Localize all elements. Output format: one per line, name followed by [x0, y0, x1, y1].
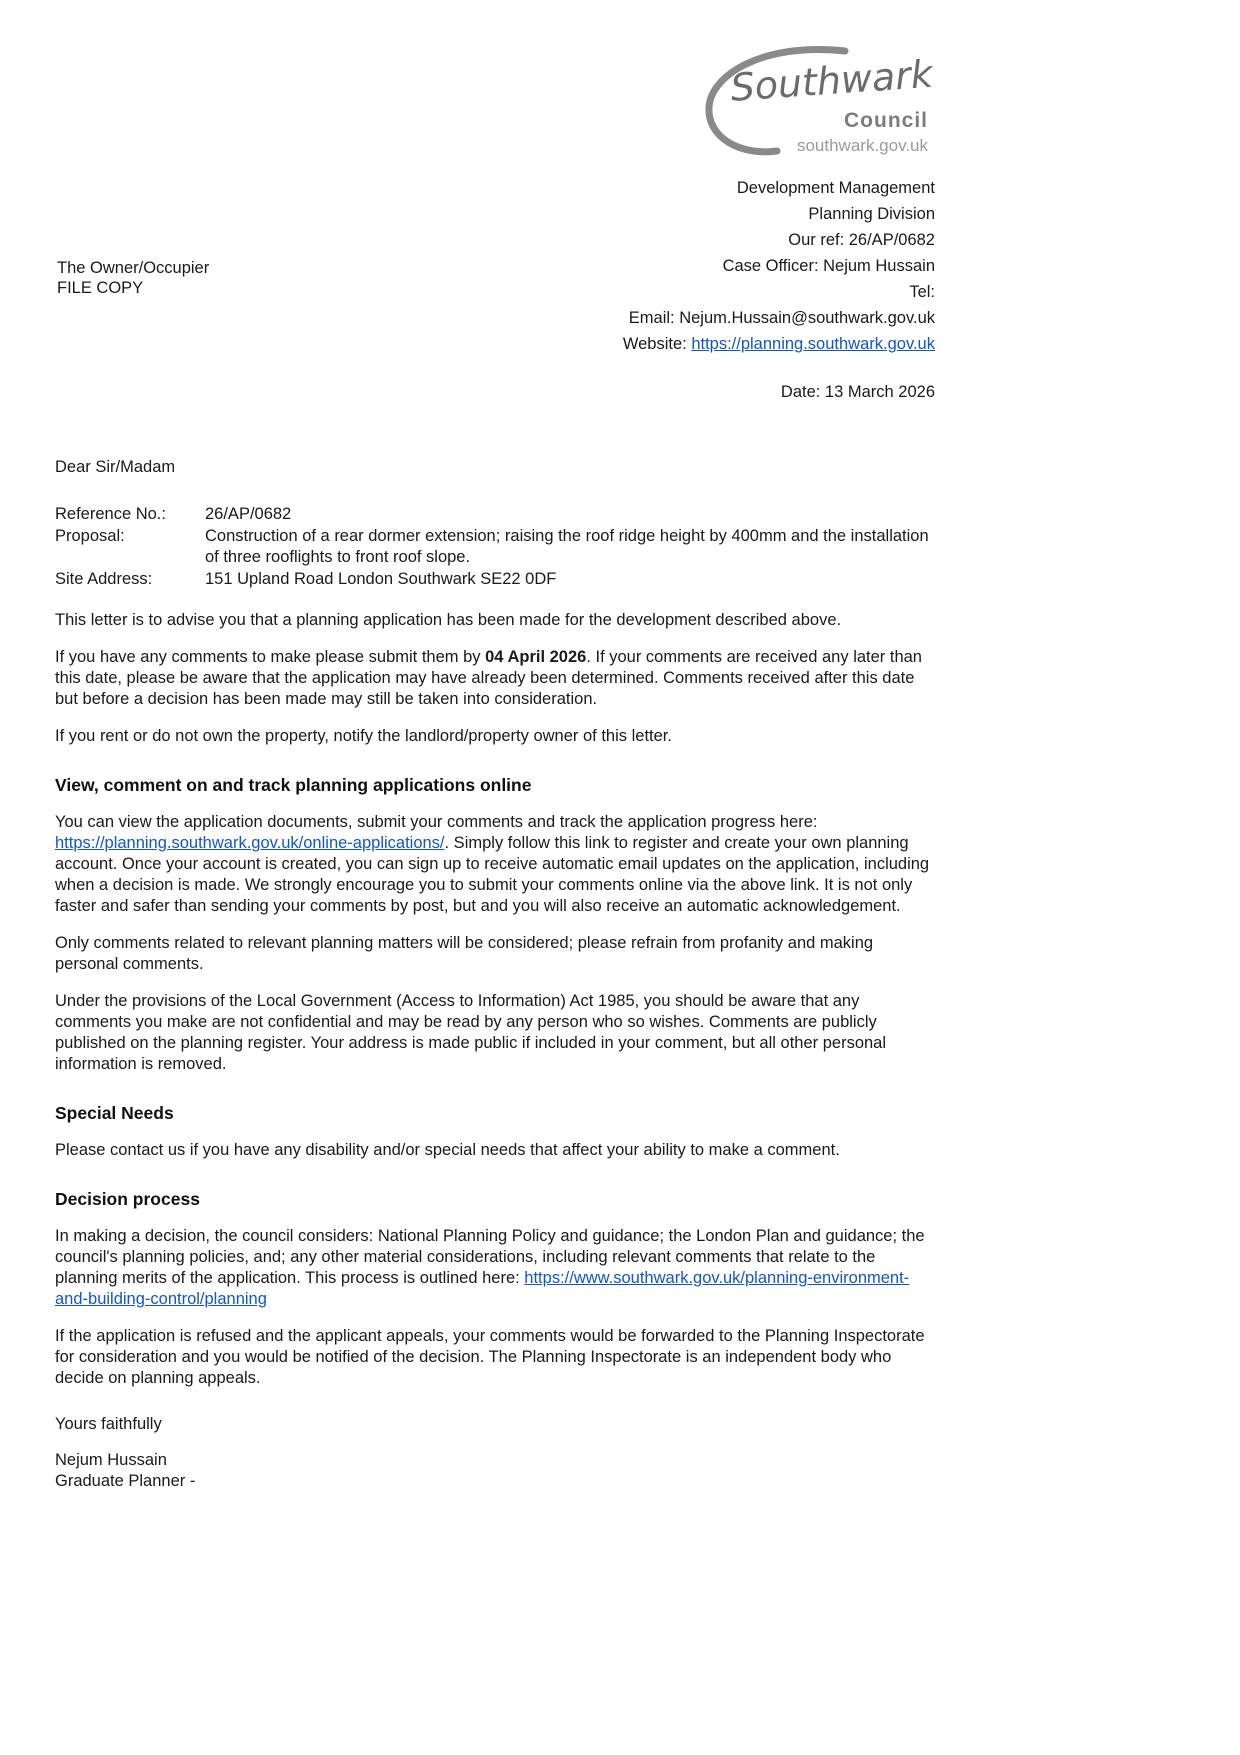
paragraph-relevant-comments: Only comments related to relevant planning matters will be considered; please refrain from profanity and making personal comments. — [55, 934, 874, 973]
online-text-after: . Simply follow this link to register and create your own planning account. Once your account is created, you can sign up to receive automatic email updates on the application, including when a decision is made. We strongly encourage you to submit your comments online via the above link. It is not only faster and safer than sending your comments by post, but and you will also receive an automatic acknowledgement. — [55, 834, 930, 915]
paragraph-appeals: If the application is refused and the applicant appeals, your comments would be forwarded to the Planning Inspectorate for consideration and you would be notified of the decision. The Planning Inspectorate is an independent body who decide on planning appeals. — [55, 1327, 925, 1387]
deadline-date: 04 April 2026 — [485, 648, 587, 666]
site-address-label: Site Address: — [55, 570, 153, 588]
signature-name: Nejum Hussain — [55, 1451, 167, 1469]
website-link[interactable]: https://planning.southwark.gov.uk — [691, 335, 935, 353]
recipient-line-2: FILE COPY — [57, 279, 144, 297]
email-line: Email: Nejum.Hussain@southwark.gov.uk — [628, 309, 935, 327]
closing: Yours faithfully — [55, 1415, 162, 1433]
dept-line-2: Planning Division — [808, 205, 935, 223]
our-ref-line: Our ref: 26/AP/0682 — [788, 231, 935, 249]
council-logo — [55, 45, 935, 163]
southwark-council-logo-icon — [695, 45, 935, 163]
reference-table — [55, 504, 935, 590]
heading-special-needs: Special Needs — [55, 1103, 174, 1123]
dept-line-1: Development Management — [736, 179, 935, 197]
heading-online: View, comment on and track planning applications online — [55, 775, 532, 795]
paragraph-confidentiality: Under the provisions of the Local Government (Access to Information) Act 1985, you should be aware that any comments you make are not confidential and may be read by any person who so wishes. Comments are publicly published on the planning register. Your address is made public if included in your comment, but all other personal information is removed. — [55, 992, 887, 1073]
signature-title: Graduate Planner - — [55, 1472, 196, 1490]
recipient-line-1: The Owner/Occupier — [57, 259, 210, 277]
proposal-label: Proposal: — [55, 527, 125, 545]
decision-process-link[interactable]: https://www.southwark.gov.uk/planning-environment-and-building-control/planning — [55, 1269, 910, 1308]
salutation: Dear Sir/Madam — [55, 458, 176, 476]
paragraph-special-needs: Please contact us if you have any disability and/or special needs that affect your ability to make a comment. — [55, 1141, 840, 1159]
deadline-text-after: . If your comments are received any later than this date, please be aware that the application may have already been determined. Comments received after this date but before a decision has been made may still be taken into consideration. — [55, 648, 922, 708]
decision-text-before: In making a decision, the council considers: National Planning Policy and guidance; the London Plan and guidance; the council's planning policies, and; any other material considerations, including relevant comments that relate to the planning merits of the application. This process is outlined here: — [55, 1227, 925, 1287]
recipient-block — [57, 258, 209, 298]
tel-line: Tel: — [909, 283, 935, 301]
paragraph-advice: This letter is to advise you that a planning application has been made for the development described above. — [55, 611, 842, 629]
letterhead — [55, 45, 935, 402]
date-line: Date: 13 March 2026 — [780, 383, 935, 401]
website-line — [55, 331, 935, 357]
logo-council-text: Council — [844, 109, 928, 132]
paragraph-deadline — [55, 647, 935, 710]
online-applications-link[interactable]: https://planning.southwark.gov.uk/online-applications/ — [55, 834, 445, 852]
paragraph-online — [55, 812, 935, 917]
paragraph-landlord: If you rent or do not own the property, notify the landlord/property owner of this letter. — [55, 727, 672, 745]
proposal-value: Construction of a rear dormer extension; raising the roof ridge height by 400mm and the installation of three rooflights to front roof slope. — [205, 527, 929, 566]
logo-site-text: southwark.gov.uk — [796, 136, 928, 155]
online-text-before: You can view the application documents, submit your comments and track the application progress here: — [55, 813, 818, 831]
logo-brand-text: Southwark — [729, 51, 935, 110]
case-officer-line: Case Officer: Nejum Hussain — [722, 257, 935, 275]
deadline-text-before: If you have any comments to make please submit them by — [55, 648, 486, 666]
heading-decision-process: Decision process — [55, 1189, 200, 1209]
signature-block — [55, 1450, 935, 1492]
paragraph-decision-process — [55, 1226, 935, 1310]
website-label: Website: — [622, 335, 692, 353]
site-address-value: 151 Upland Road London Southwark SE22 0DF — [205, 570, 557, 588]
reference-label: Reference No.: — [55, 505, 166, 523]
reference-value: 26/AP/0682 — [205, 505, 292, 523]
